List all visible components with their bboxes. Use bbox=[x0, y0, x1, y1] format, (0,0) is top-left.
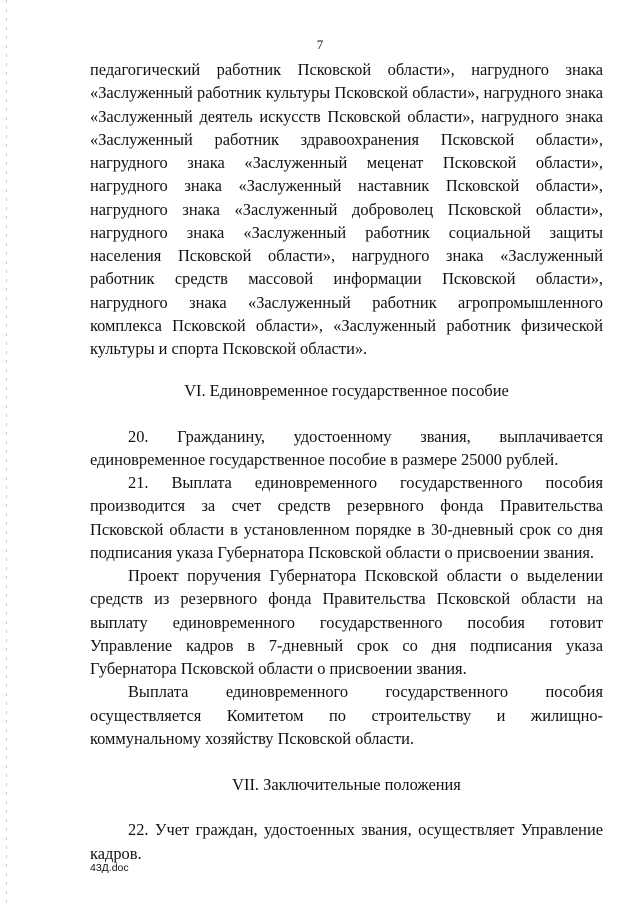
scan-edge-artifact bbox=[6, 0, 7, 905]
paragraph-22: 22. Учет граждан, удостоенных звания, осуществляет Управление кадров. bbox=[90, 820, 603, 863]
section-7-heading: VII. Заключительные положения bbox=[232, 775, 461, 794]
page-number: 7 bbox=[316, 37, 324, 52]
paragraph-continuation: педагогический работник Псковской области», нагрудного знака «Заслуженный работник культуры Псковской области», нагрудного знака «Заслуженный деятель искусств Псковской области», нагрудного знака «Заслуженный работник здравоохранения Псковской области», нагрудного знака «Заслуженный меценат Псковской области», нагрудного знака «Заслуженный наставник Псковской области», нагрудного знака «Заслуженный доброволец Псковской области», нагрудного знака «Заслуженный работник социальной защиты населения Псковской области», нагрудного знака «Заслуженный работник средств массовой информации Псковской области», нагрудного знака «Заслуженный работник агропромышленного комплекса Псковской области», «Заслуженный работник физической культуры и спорта Псковской области». bbox=[90, 60, 603, 358]
paragraph-payment: Выплата единовременного государственного пособия осуществляется Комитетом по строительству и жилищно-коммунальному хозяйству Псковской области. bbox=[90, 682, 603, 748]
paragraph-20: 20. Гражданину, удостоенному звания, выплачивается единовременное государственное пособие в размере 25000 рублей. bbox=[90, 426, 603, 469]
paragraph-21: 21. Выплата единовременного государственного пособия производится за счет средств резервного фонда Правительства Псковской области в установленном порядке в 30-дневный срок со дня подписания указа Губернатора Псковской области о присвоении звания. bbox=[90, 473, 603, 562]
section-6-heading: VI. Единовременное государственное пособие bbox=[184, 381, 509, 401]
document-body bbox=[90, 58, 603, 865]
paragraph-draft-order: Проект поручения Губернатора Псковской области о выделении средств из резервного фонда Правительства Псковской области на выплату единовременного государственного пособия готовит Управление кадров в 7-дневный срок со дня подписания указа Губернатора Псковской области о присвоении звания. bbox=[90, 566, 603, 678]
footer-filename: 43Д.doc bbox=[90, 862, 129, 874]
